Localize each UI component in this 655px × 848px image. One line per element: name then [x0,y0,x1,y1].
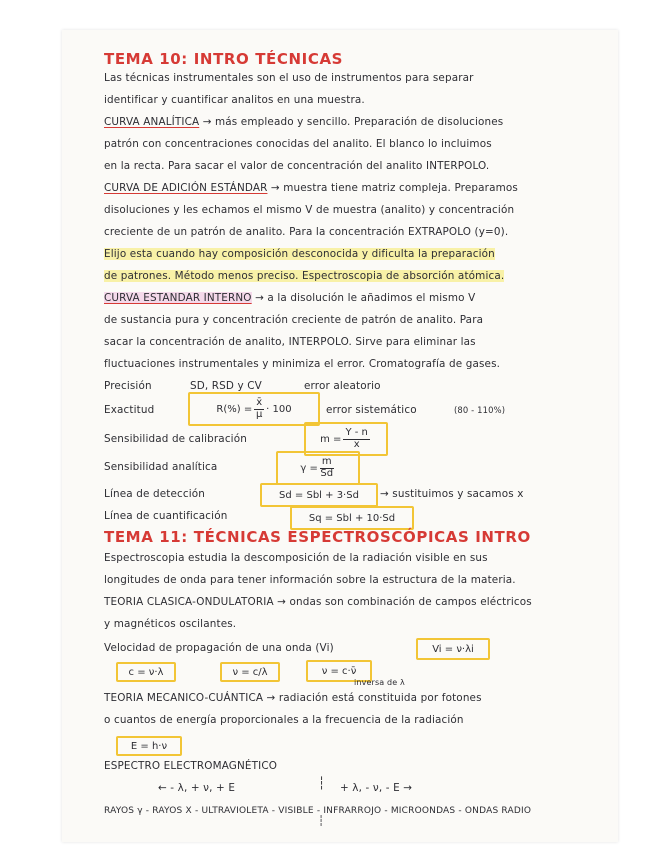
energia-formula-box [116,736,182,756]
adicion-4 [104,248,495,260]
espectro-title: ESPECTRO ELECTROMAGNÉTICO [104,760,278,772]
adicion-5-highlight: de patrones. Método menos preciso. Espectroscopia de absorción atómica. [104,270,505,282]
cuantificacion-formula: Sq = Sbl + 10·Sd [308,512,396,524]
adicion-5 [104,270,504,282]
inversa-note: inversa de λ [354,678,405,687]
adicion-text: → muestra tiene matriz compleja. Preparamos [270,182,518,194]
sens-an-left: γ = [300,462,318,474]
notebook-page [62,30,618,842]
precision-value: SD, RSD y CV [190,380,262,392]
clasica-1: TEORIA CLASICA-ONDULATORIA → ondas son combinación de campos eléctricos [104,596,532,608]
velocidad-formula-box [416,638,490,660]
interno-3: sacar la concentración de analito, INTERPOLO. Sirve para eliminar las [104,336,476,348]
curva-analitica-3: en la recta. Para sacar el valor de concentración del analito INTERPOLO. [104,160,490,172]
curva-analitica-label: CURVA ANALÍTICA [104,116,200,128]
deteccion-formula: Sd = Sbl + 3·Sd [279,489,359,501]
tema10-title: TEMA 10: INTRO TÉCNICAS [104,50,344,68]
sens-an-numerator: m [321,456,332,467]
precision-error: error aleatorio [304,380,381,392]
curva-analitica-text: → más empleado y sencillo. Preparación de disoluciones [202,116,504,128]
velocidad-label: Velocidad de propagación de una onda (Vi) [104,642,334,654]
adicion-4-highlight: Elijo esta cuando hay composición desconocida y dificulta la preparación [104,248,495,260]
exactitud-numerator: x̄ [256,397,263,408]
exactitud-formula-left: R(%) = [216,403,253,415]
curva-analitica-line [104,116,503,128]
deteccion-formula-box [260,483,378,507]
exactitud-error: error sistemático [326,404,417,416]
formula-c: c = ν·λ [128,666,164,678]
adicion-line [104,182,518,194]
deteccion-label: Línea de detección [104,488,206,500]
formula-nu2: ν = c·ν̄ [321,665,357,677]
precision-label: Precisión [104,380,152,392]
sens-an-denominator: Sd [320,467,334,479]
interno-text: → a la disolución le añadimos el mismo V [255,292,476,304]
interno-4: fluctuaciones instrumentales y minimiza el error. Cromatografía de gases. [104,358,501,370]
tema10-intro-2: identificar y cuantificar analitos en una muestra. [104,94,365,106]
adicion-2: disoluciones y les echamos el mismo V de muestra (analito) y concentración [104,204,515,216]
interno-line [104,292,475,304]
cuantificacion-formula-box [290,506,414,530]
clasica-2: y magnéticos oscilantes. [104,618,237,630]
sens-an-fraction [320,457,334,479]
formula-c-box [116,662,176,682]
espectro-right: + λ, - ν, - E → [340,782,413,794]
sens-an-formula-box [276,451,360,485]
sens-cal-denominator: x [353,438,360,450]
curva-analitica-2: patrón con concentraciones conocidas del analito. El blanco lo incluimos [104,138,492,150]
velocidad-formula: Vi = ν·λi [432,643,474,655]
cuantica-1: TEORIA MECANICO-CUÁNTICA → radiación está constituida por fotones [104,692,482,704]
exactitud-label: Exactitud [104,404,155,416]
espectro-left: ← - λ, + ν, + E [158,782,236,794]
sens-cal-label: Sensibilidad de calibración [104,433,247,445]
espectro-divider-lower-icon: ┆ [318,816,325,827]
sens-cal-fraction [343,428,369,450]
interno-2: de sustancia pura y concentración creciente de patrón de analito. Para [104,314,484,326]
cuantificacion-label: Línea de cuantificación [104,510,228,522]
tema11-intro-1: Espectroscopia estudia la descomposición de la radiación visible en sus [104,552,488,564]
tema11-intro-2: longitudes de onda para tener información sobre la estructura de la materia. [104,574,516,586]
sens-cal-numerator: Y - n [345,427,368,438]
formula-nu: ν = c/λ [232,666,268,678]
espectro-list: RAYOS γ - RAYOS X - ULTRAVIOLETA - VISIBLE - INFRARROJO - MICROONDAS - ONDAS RADIO [104,806,532,816]
cuantica-2: o cuantos de energía proporcionales a la frecuencia de la radiación [104,714,464,726]
exactitud-fraction [254,398,264,420]
adicion-3: creciente de un patrón de analito. Para la concentración EXTRAPOLO (y=0). [104,226,509,238]
exactitud-denominator: μ [255,408,263,420]
deteccion-note: → sustituimos y sacamos x [380,488,524,500]
energia-formula: E = h·ν [130,740,168,752]
sens-cal-left: m = [320,433,342,445]
tema11-title: TEMA 11: TÉCNICAS ESPECTROSCÓPICAS INTRO [104,528,531,546]
espectro-divider-icon: ┆ [318,776,326,790]
adicion-label: CURVA DE ADICIÓN ESTÁNDAR [104,182,268,194]
exactitud-formula-right: · 100 [266,403,292,415]
formula-nu-box [220,662,280,682]
exactitud-range: (80 - 110%) [454,405,506,415]
tema10-intro-1: Las técnicas instrumentales son el uso de instrumentos para separar [104,72,474,84]
interno-label: CURVA ESTANDAR INTERNO [104,292,252,304]
exactitud-formula-box [188,392,320,426]
sens-an-label: Sensibilidad analítica [104,461,218,473]
